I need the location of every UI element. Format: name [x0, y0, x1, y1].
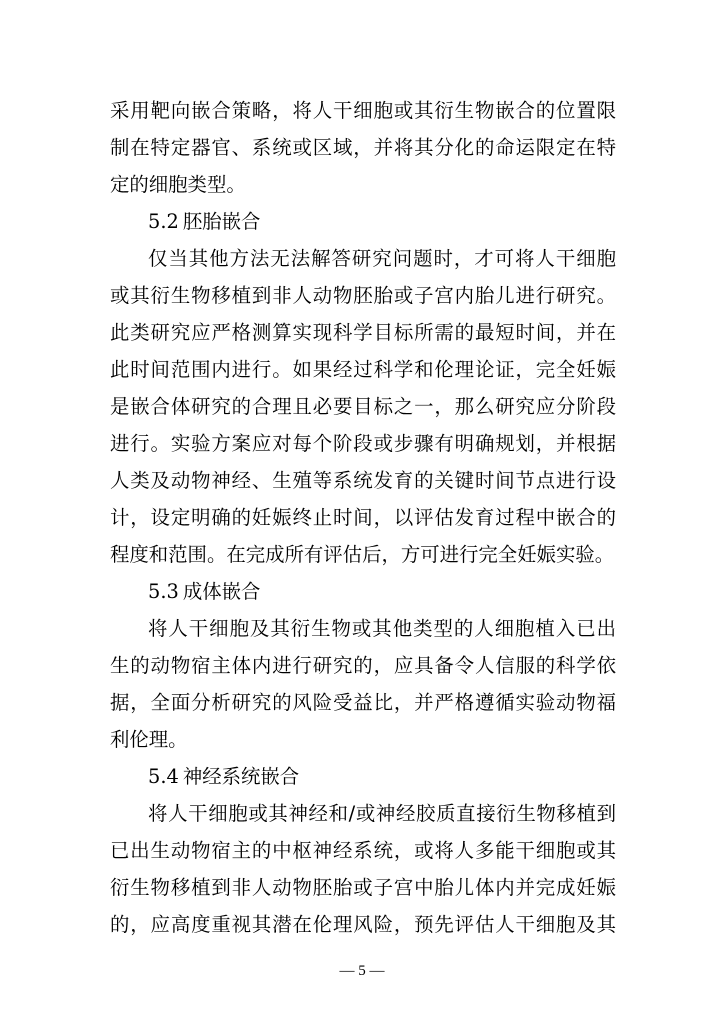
section-number: 5.3 [148, 580, 179, 603]
paragraph-5-2 [110, 240, 616, 573]
text-line: 计，设定明确的妊娠终止时间，以评估发育过程中嵌合的 [110, 506, 616, 529]
document-body [110, 92, 616, 943]
text-line: 采用靶向嵌合策略，将人干细胞或其衍生物嵌合的位置限 [110, 99, 616, 122]
paragraph-5-3 [110, 610, 616, 758]
section-title: 成体嵌合 [182, 580, 261, 603]
text-line: 据，全面分析研究的风险受益比，并严格遵循实验动物福 [110, 691, 616, 714]
text-line: 的，应高度重视其潜在伦理风险，预先评估人干细胞及其 [110, 913, 616, 936]
section-title: 胚胎嵌合 [182, 210, 261, 233]
text-line: 或其衍生物移植到非人动物胚胎或子宫内胎儿进行研究。 [110, 284, 616, 307]
paragraph-5-4 [110, 795, 616, 943]
text-line: 制在特定器官、系统或区域，并将其分化的命运限定在特 [110, 136, 616, 159]
page-number: — 5 — [339, 963, 385, 979]
section-number: 5.2 [148, 210, 179, 233]
paragraph-continuation [110, 92, 616, 203]
section-heading-5-2 [110, 203, 616, 240]
text-line: 已出生动物宿主的中枢神经系统，或将人多能干细胞或其 [110, 839, 616, 862]
text-line: 定的细胞类型。 [110, 173, 246, 196]
section-heading-5-3 [110, 573, 616, 610]
section-heading-5-4 [110, 758, 616, 795]
text-line: 此时间范围内进行。如果经过科学和伦理论证，完全妊娠 [110, 358, 616, 381]
text-line: 利伦理。 [110, 728, 188, 751]
section-number: 5.4 [148, 765, 179, 788]
text-line: 仅当其他方法无法解答研究问题时，才可将人干细胞 [148, 247, 616, 270]
section-title: 神经系统嵌合 [182, 765, 300, 788]
text-line: 衍生物移植到非人动物胚胎或子宫中胎儿体内并完成妊娠 [110, 876, 616, 899]
text-line: 程度和范围。在完成所有评估后，方可进行完全妊娠实验。 [110, 543, 615, 566]
text-line: 此类研究应严格测算实现科学目标所需的最短时间，并在 [110, 321, 616, 344]
text-line: 将人干细胞或其神经和/或神经胶质直接衍生物移植到 [148, 802, 616, 825]
text-line: 人类及动物神经、生殖等系统发育的关键时间节点进行设 [110, 469, 616, 492]
text-line: 将人干细胞及其衍生物或其他类型的人细胞植入已出 [148, 617, 616, 640]
text-line: 进行。实验方案应对每个阶段或步骤有明确规划，并根据 [110, 432, 616, 455]
text-line: 生的动物宿主体内进行研究的，应具备令人信服的科学依 [110, 654, 616, 677]
text-line: 是嵌合体研究的合理且必要目标之一，那么研究应分阶段 [110, 395, 616, 418]
